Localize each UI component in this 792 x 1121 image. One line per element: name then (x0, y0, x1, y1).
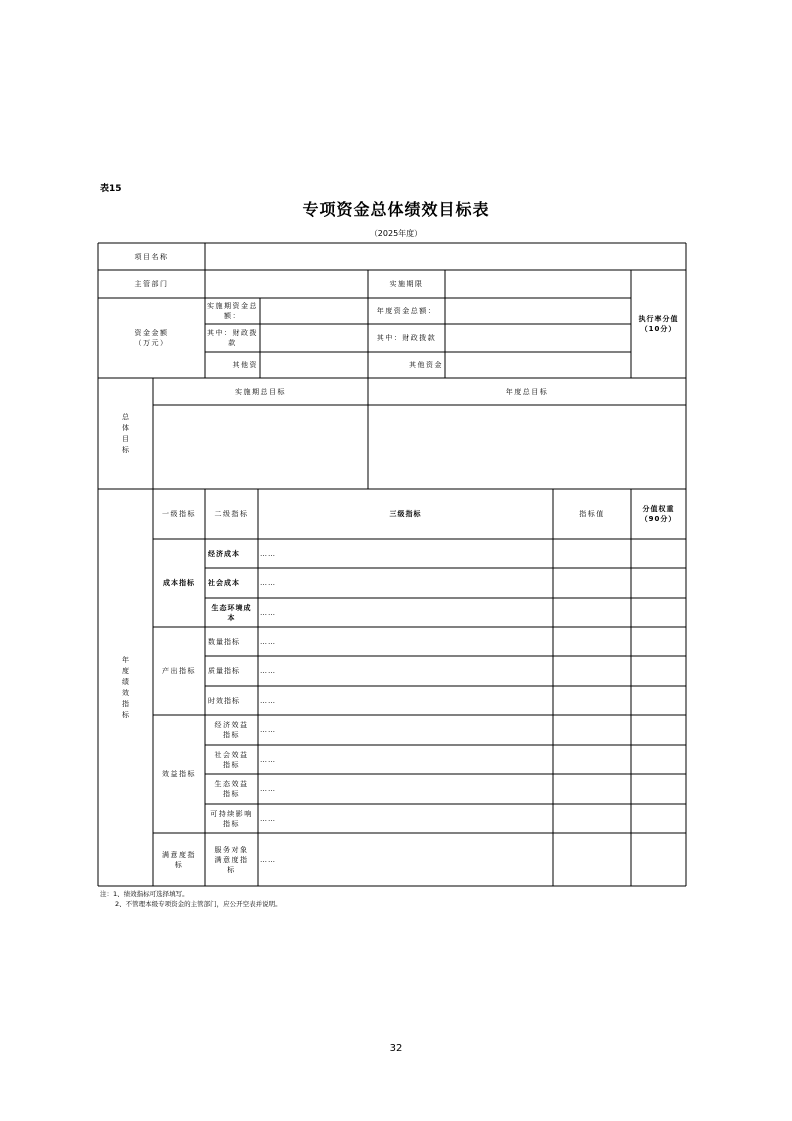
overall-goal-label: 总体目标 (122, 412, 129, 454)
sub-social-benefit: 社会效益指标 (214, 750, 249, 769)
sub-sustain: 可持续影响指标 (210, 809, 253, 828)
col-level3-header: 三级指标 (389, 510, 422, 518)
impl-total-field[interactable] (260, 298, 368, 324)
sub-eco-benefit: 生态效益指标 (214, 780, 249, 798)
level3-cell[interactable]: …… (260, 785, 276, 793)
impl-fiscal-field[interactable] (260, 324, 368, 352)
exec-rate-label: 执行率分值（10分） (638, 315, 679, 333)
cat-output: 产出指标 (162, 667, 196, 675)
impl-other-field[interactable] (260, 352, 368, 378)
level3-cell[interactable]: …… (260, 608, 276, 617)
note-1: 注：1、绩效指标可选择填写。 (100, 890, 189, 898)
level3-cell[interactable]: …… (260, 755, 276, 764)
annual-fiscal-label: 其中：财政拨款 (376, 334, 437, 342)
annual-fiscal-field[interactable] (445, 324, 631, 352)
note-2: 2、不管理本级专项资金的主管部门，应公开空表并说明。 (115, 900, 282, 908)
impl-fiscal-label: 其中：财政拨款 (207, 329, 258, 347)
project-name-label: 项目名称 (134, 252, 169, 261)
annual-goal-header: 年度总目标 (505, 387, 549, 396)
impl-goal-field[interactable] (153, 405, 368, 489)
annual-total-label: 年度资金总额： (376, 307, 437, 315)
sub-eco-cost: 生态环境成本 (211, 603, 252, 622)
sub-service-satisfaction: 服务对象满意度指标 (214, 845, 249, 874)
impl-goal-header: 实施期总目标 (235, 387, 286, 396)
annual-other-field[interactable] (445, 352, 631, 378)
period-field[interactable] (445, 270, 631, 298)
period-label: 实施期限 (389, 280, 424, 288)
page-number: 32 (389, 1043, 403, 1054)
col-value-header: 指标值 (579, 510, 605, 518)
page-title: 专项资金总体绩效目标表 (302, 200, 490, 219)
cat-benefit: 效益指标 (162, 770, 196, 778)
footnotes (100, 889, 282, 909)
level3-cell[interactable]: …… (260, 549, 276, 558)
dept-field[interactable] (205, 270, 368, 298)
col-level2-header: 二级指标 (214, 510, 249, 518)
sub-timeliness: 时效指标 (208, 696, 240, 705)
cat-cost: 成本指标 (163, 579, 195, 587)
level3-cell[interactable]: …… (260, 579, 276, 587)
level3-cell[interactable]: …… (260, 667, 276, 675)
project-name-field[interactable] (205, 243, 686, 270)
annual-total-field[interactable] (445, 298, 631, 324)
sub-economic-benefit: 经济效益指标 (214, 721, 249, 739)
table-label: 表15 (100, 184, 122, 194)
annual-goal-field[interactable] (368, 405, 686, 489)
sub-economic-cost: 经济成本 (208, 549, 240, 558)
impl-other-label: 其他资 (232, 361, 258, 369)
level3-cell[interactable]: …… (260, 814, 276, 823)
year-subtitle: （2025年度） (369, 229, 423, 238)
level3-cell[interactable]: …… (260, 696, 276, 705)
level3-cell[interactable]: …… (260, 726, 276, 734)
sub-quantity: 数量指标 (208, 637, 240, 646)
col-weight-header: 分值权重（90分） (640, 505, 677, 523)
sub-social-cost: 社会成本 (208, 579, 240, 587)
sub-quality: 质量指标 (208, 667, 240, 675)
col-level1-header: 一级指标 (162, 510, 196, 518)
dept-label: 主管部门 (134, 280, 169, 288)
annual-perf-label: 年度绩效指标 (122, 655, 129, 719)
cat-satisfaction: 满意度指标 (162, 850, 196, 869)
funds-label: 资金金额（万元） (134, 329, 169, 347)
annual-other-label: 其他资金 (409, 361, 443, 369)
level3-cell[interactable]: …… (260, 637, 276, 646)
impl-total-label: 实施期资金总额： (207, 302, 258, 320)
level3-cell[interactable]: …… (260, 855, 276, 864)
